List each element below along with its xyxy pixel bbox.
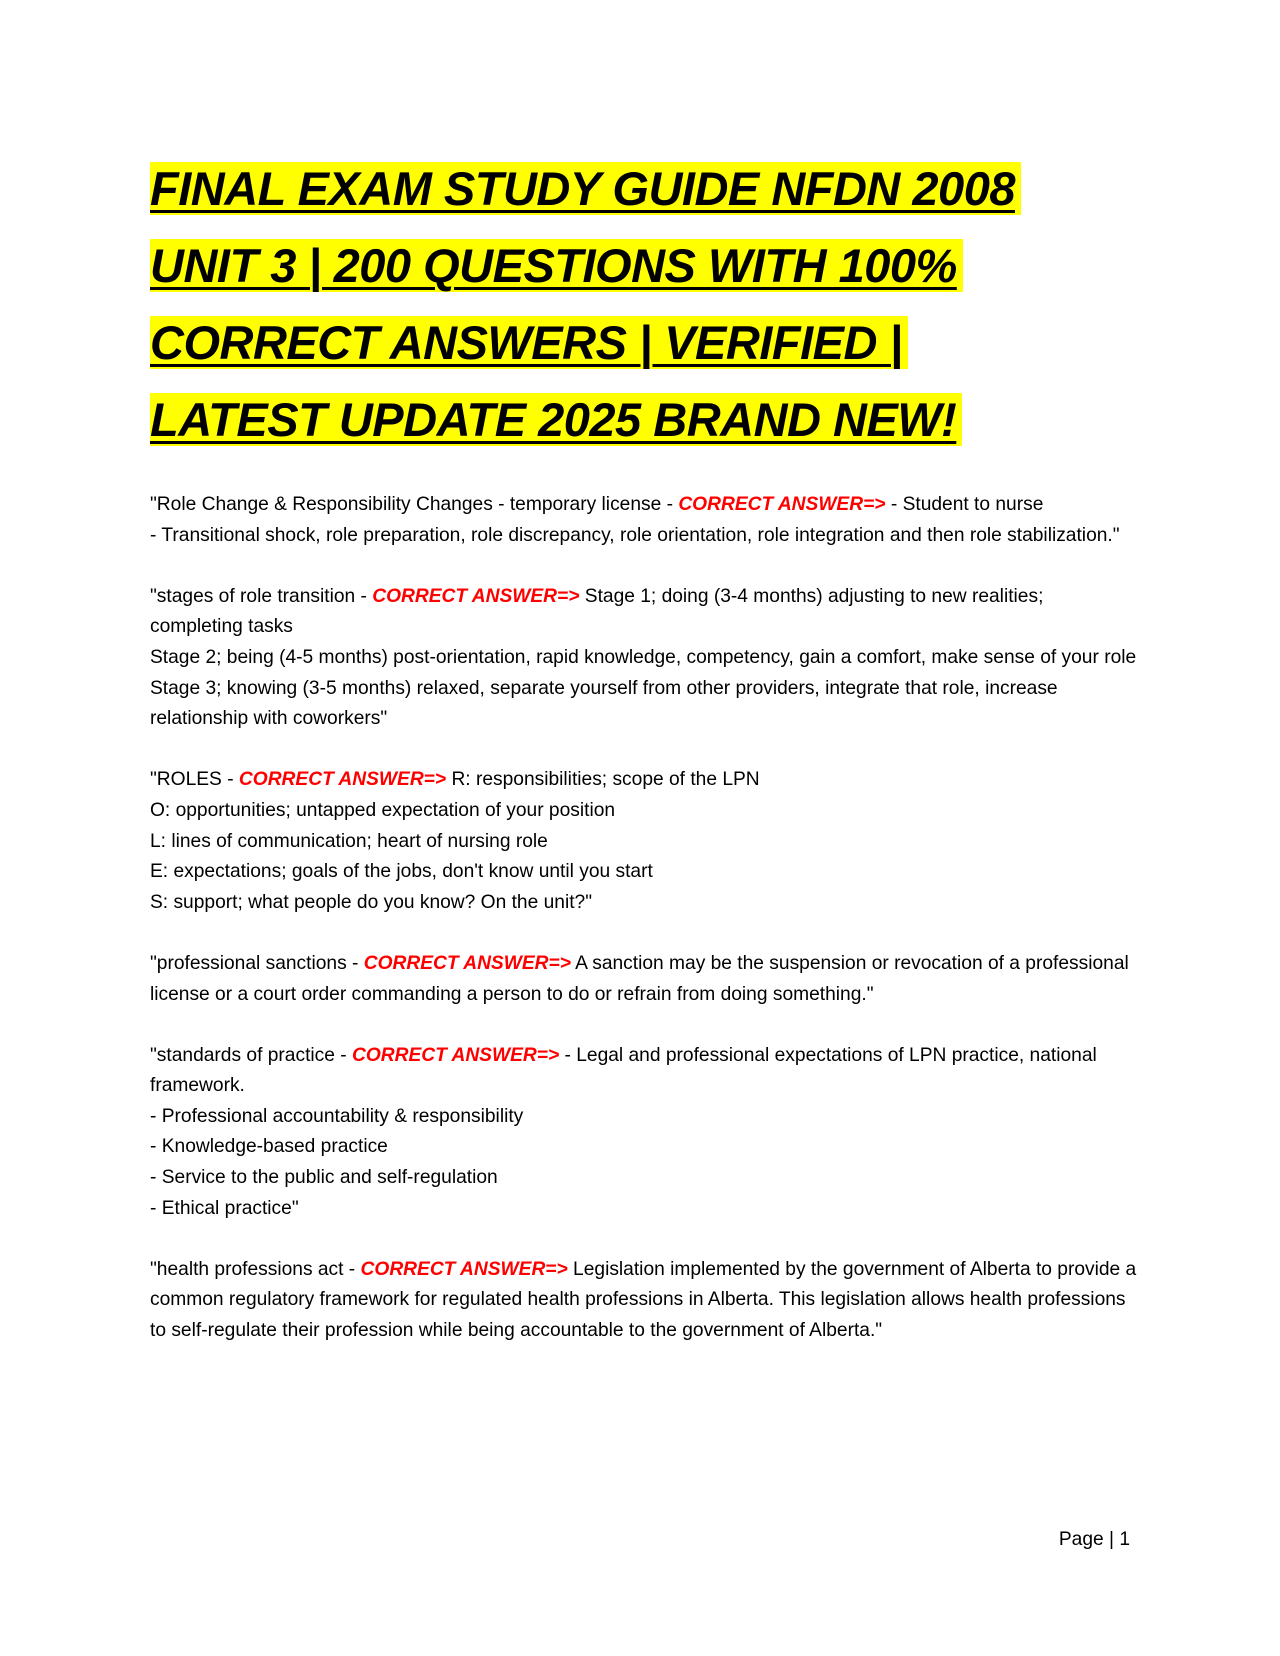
correct-answer-tag: CORRECT ANSWER=> bbox=[351, 1044, 560, 1066]
entry-question: "health professions act - bbox=[150, 1258, 361, 1280]
entry-line: - Service to the public and self-regulation bbox=[150, 1167, 498, 1189]
qa-entry-roles bbox=[150, 765, 1140, 918]
entry-question: "stages of role transition - bbox=[150, 585, 373, 607]
title-line-4: LATEST UPDATE 2025 BRAND NEW! bbox=[150, 393, 962, 446]
entry-question: "ROLES - bbox=[150, 769, 239, 791]
entry-line: - Ethical practice" bbox=[150, 1197, 299, 1219]
entry-answer: A sanction may be the suspension or revocation of a professional license or a court order commanding a person to do or refrain from doing something." bbox=[150, 952, 1129, 1005]
entry-answer: - Legal and professional expectations of LPN practice, national framework. bbox=[150, 1044, 1097, 1097]
document-body bbox=[150, 490, 1140, 1377]
entry-line: S: support; what people do you know? On the unit?" bbox=[150, 891, 593, 913]
title-line-3: CORRECT ANSWERS | VERIFIED | bbox=[150, 316, 908, 369]
correct-answer-tag: CORRECT ANSWER=> bbox=[238, 769, 447, 791]
entry-question: "professional sanctions - bbox=[150, 952, 364, 974]
correct-answer-tag: CORRECT ANSWER=> bbox=[360, 1258, 568, 1280]
entry-line: E: expectations; goals of the jobs, don't know until you start bbox=[150, 861, 653, 883]
qa-entry-health-professions-act bbox=[150, 1255, 1140, 1347]
entry-answer: R: responsibilities; scope of the LPN bbox=[446, 769, 760, 791]
entry-line: Stage 2; being (4-5 months) post-orientation, rapid knowledge, competency, gain a comfort, make sense of your role bbox=[150, 646, 1137, 668]
entry-line: - Transitional shock, role preparation, role discrepancy, role orientation, role integration and then role stabilization." bbox=[150, 524, 1120, 546]
title-line-2: UNIT 3 | 200 QUESTIONS WITH 100% bbox=[150, 239, 963, 292]
qa-entry-stages-of-role-transition bbox=[150, 582, 1140, 735]
entry-line: L: lines of communication; heart of nursing role bbox=[150, 830, 548, 852]
entry-line: O: opportunities; untapped expectation of your position bbox=[150, 799, 616, 821]
qa-entry-professional-sanctions bbox=[150, 949, 1140, 1010]
document-title bbox=[150, 150, 1140, 458]
qa-entry-role-change bbox=[150, 490, 1140, 551]
page-number-footer: Page | 1 bbox=[1058, 1529, 1130, 1550]
entry-line: - Knowledge-based practice bbox=[150, 1136, 388, 1158]
correct-answer-tag: CORRECT ANSWER=> bbox=[372, 585, 580, 607]
entry-answer: - Student to nurse bbox=[885, 494, 1044, 515]
correct-answer-tag: CORRECT ANSWER=> bbox=[363, 952, 571, 974]
entry-question: "standards of practice - bbox=[150, 1044, 352, 1066]
entry-question: "Role Change & Responsibility Changes - temporary license - bbox=[150, 494, 679, 515]
entry-answer: Legislation implemented by the government of Alberta to provide a common regulatory framework for regulated health professions in Alberta. This legislation allows health professions to self-regulate their profession while being accountable to the government of Alberta." bbox=[150, 1258, 1137, 1342]
correct-answer-tag: CORRECT ANSWER=> bbox=[678, 494, 886, 515]
entry-answer: Stage 1; doing (3-4 months) adjusting to new realities; completing tasks bbox=[150, 585, 1044, 638]
qa-entry-standards-of-practice bbox=[150, 1041, 1140, 1225]
title-line-1: FINAL EXAM STUDY GUIDE NFDN 2008 bbox=[150, 162, 1021, 215]
entry-line: - Professional accountability & responsibility bbox=[150, 1105, 524, 1127]
entry-line: Stage 3; knowing (3-5 months) relaxed, separate yourself from other providers, integrate that role, increase relationship with coworkers" bbox=[150, 677, 1058, 730]
